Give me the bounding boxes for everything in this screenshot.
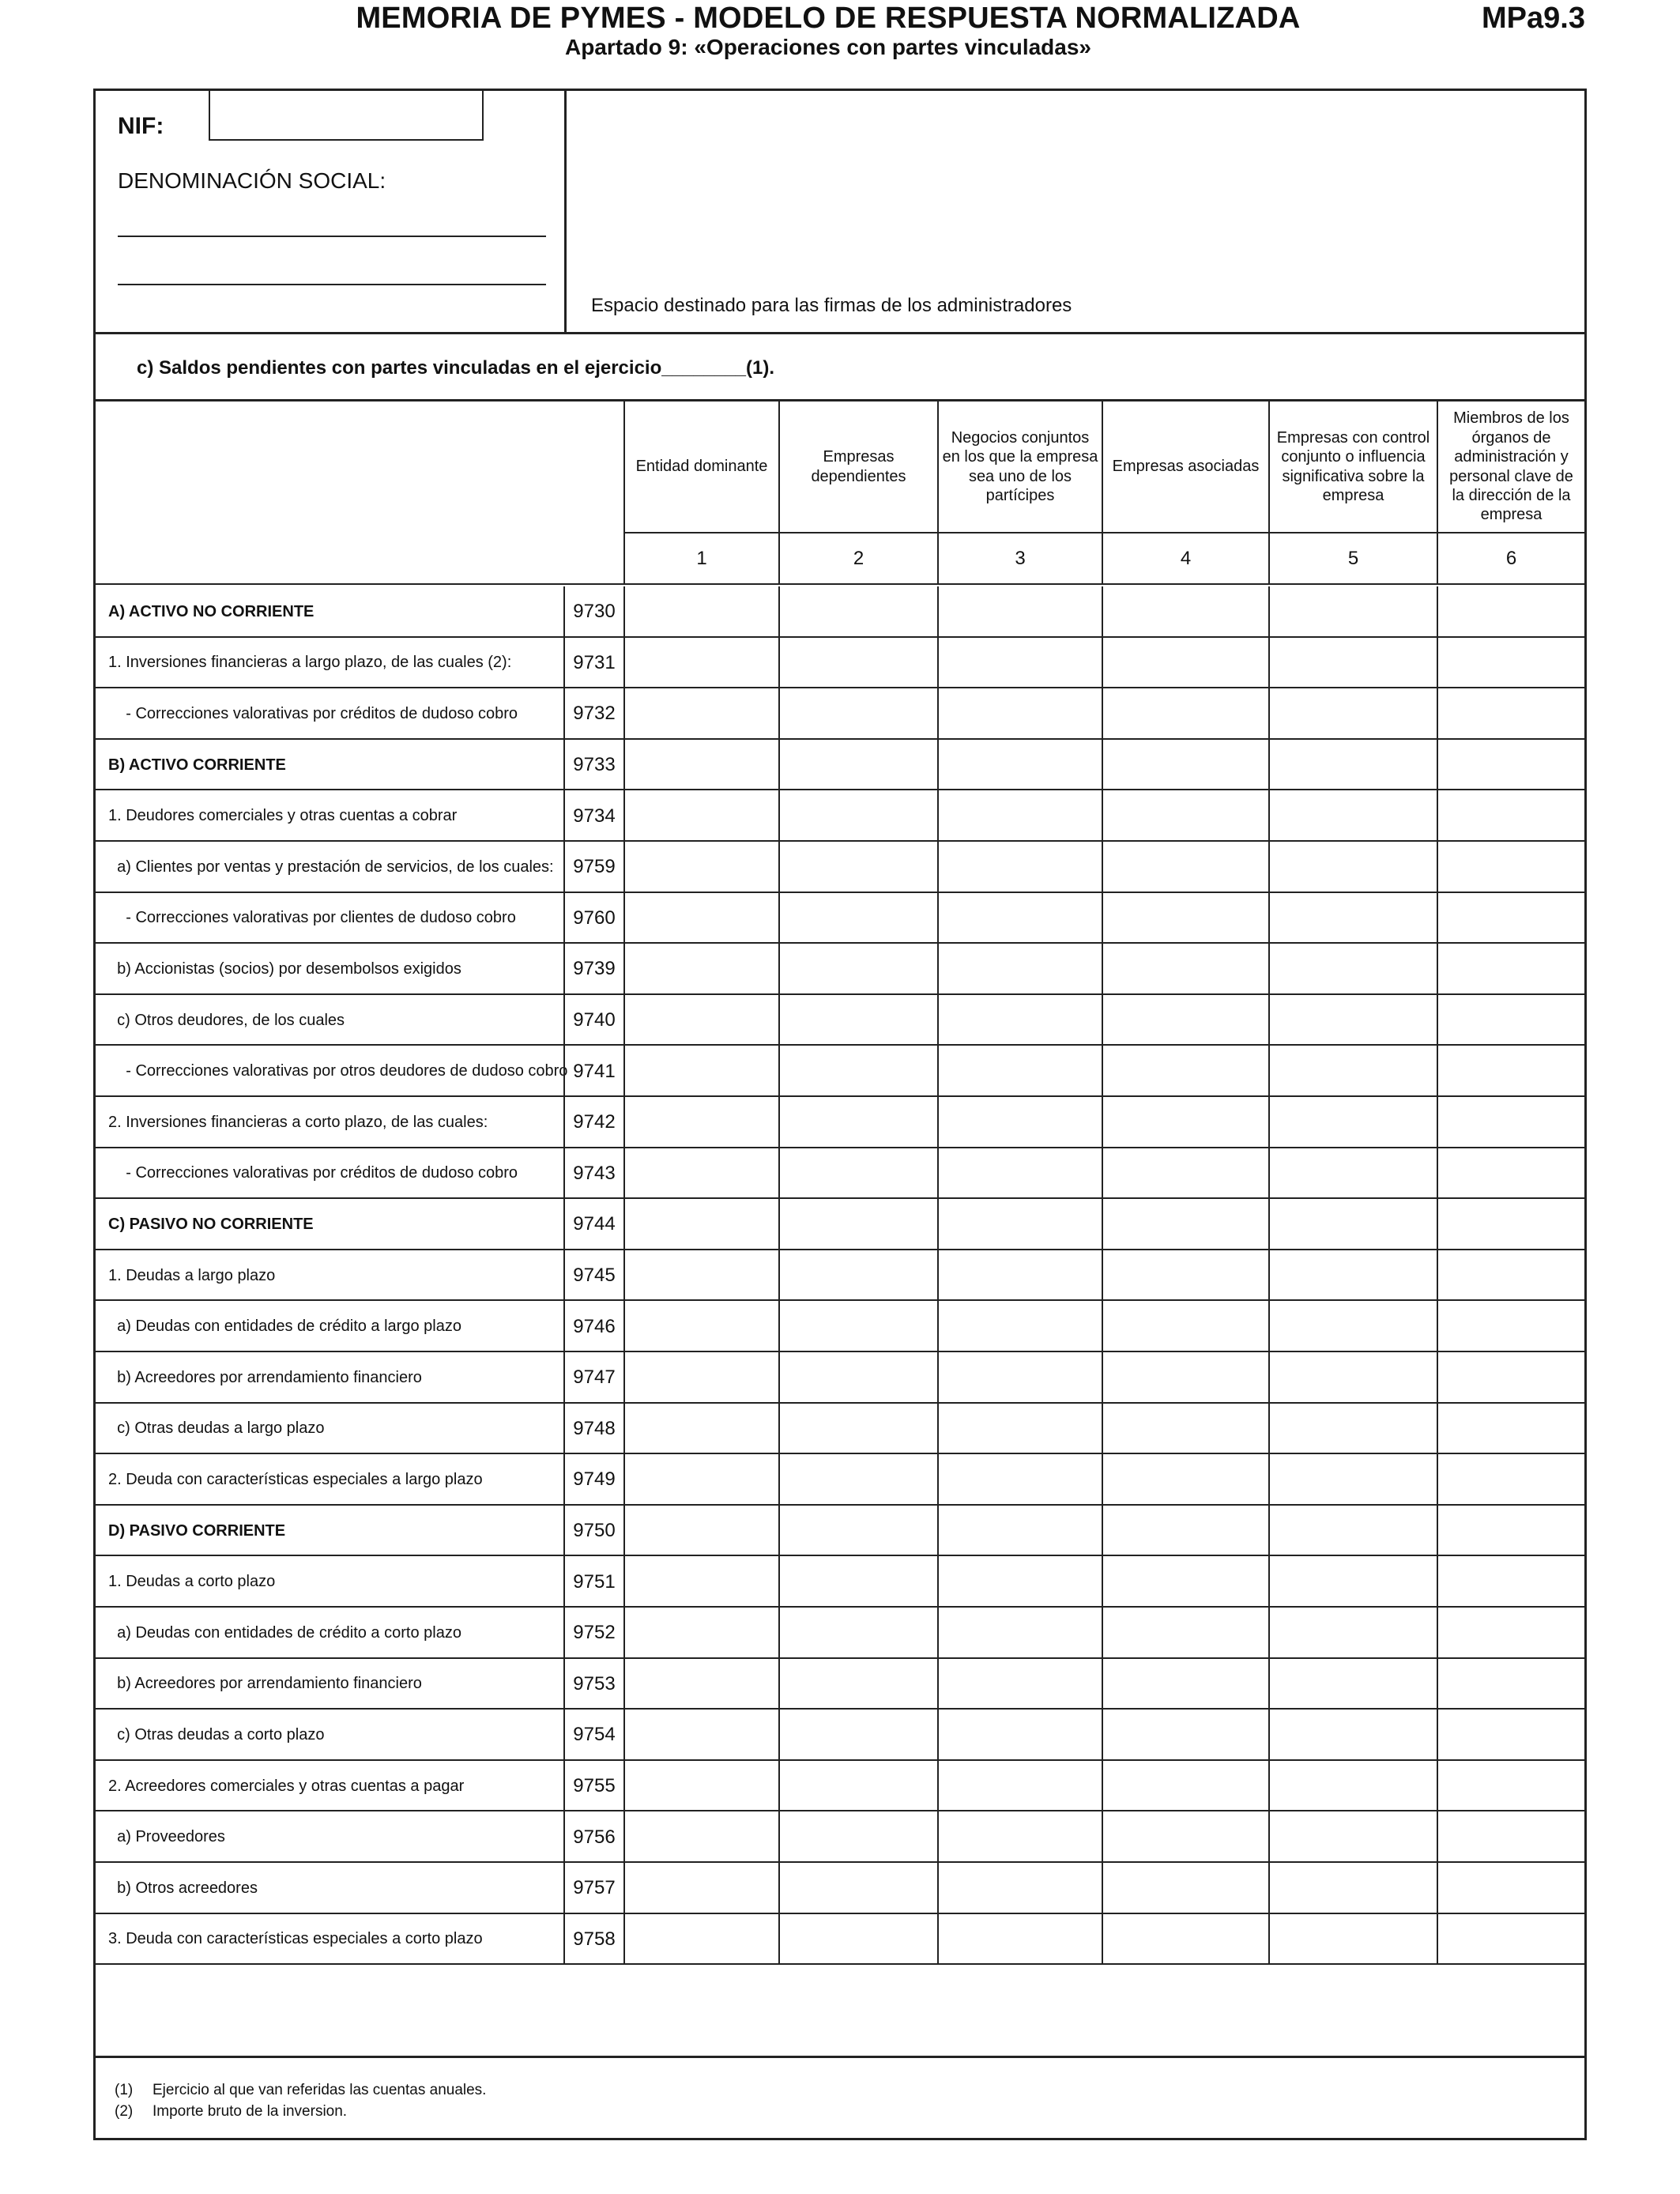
row-code: 9760 [563, 893, 623, 944]
amount-cell[interactable] [1102, 1301, 1268, 1352]
amount-cell[interactable] [1268, 1097, 1437, 1148]
amount-cell[interactable] [778, 688, 937, 740]
section-title [96, 334, 1584, 401]
row-code: 9734 [563, 790, 623, 842]
amount-cell[interactable] [778, 1046, 937, 1097]
amount-cell[interactable] [1102, 1046, 1268, 1097]
amount-cell[interactable] [1102, 842, 1268, 893]
amount-cell[interactable] [623, 1454, 778, 1506]
amount-cell[interactable] [937, 842, 1102, 893]
row-label: c) Otros deudores, de los cuales [108, 1011, 345, 1029]
amount-cell[interactable] [1268, 1250, 1437, 1302]
row-label: a) Clientes por ventas y prestación de servicios, de los cuales: [108, 858, 554, 876]
amount-cell[interactable] [937, 944, 1102, 995]
amount-cell[interactable] [1437, 790, 1584, 842]
table-row [96, 638, 1584, 689]
amount-cell[interactable] [1437, 893, 1584, 944]
amount-cell[interactable] [623, 1710, 778, 1761]
row-code: 9746 [563, 1301, 623, 1352]
amount-cell[interactable] [1102, 1659, 1268, 1710]
amount-cell[interactable] [937, 1556, 1102, 1608]
table-row [96, 1608, 1584, 1659]
row-code: 9747 [563, 1352, 623, 1404]
amount-cell[interactable] [1102, 638, 1268, 689]
row-code: 9748 [563, 1404, 623, 1455]
amount-cell[interactable] [623, 1352, 778, 1404]
row-label: b) Acreedores por arrendamiento financiero [108, 1675, 422, 1693]
amount-cell[interactable] [778, 1761, 937, 1812]
amount-cell[interactable] [1268, 586, 1437, 638]
amount-cell[interactable] [1102, 1454, 1268, 1506]
amount-cell[interactable] [1437, 1301, 1584, 1352]
amount-cell[interactable] [778, 1352, 937, 1404]
row-code: 9739 [563, 944, 623, 995]
amount-cell[interactable] [778, 944, 937, 995]
amount-cell[interactable] [937, 1710, 1102, 1761]
amount-cell[interactable] [937, 1608, 1102, 1659]
amount-cell[interactable] [1437, 1148, 1584, 1200]
amount-cell[interactable] [623, 1046, 778, 1097]
amount-cell[interactable] [778, 1250, 937, 1302]
amount-cell[interactable] [623, 1148, 778, 1200]
amount-cell[interactable] [937, 1097, 1102, 1148]
row-code: 9740 [563, 995, 623, 1046]
amount-cell[interactable] [1268, 1301, 1437, 1352]
amount-cell[interactable] [623, 1863, 778, 1914]
row-code: 9733 [563, 740, 623, 791]
amount-cell[interactable] [1268, 1811, 1437, 1863]
row-label: - Correcciones valorativas por clientes de dudoso cobro [108, 909, 516, 927]
amount-cell[interactable] [1268, 638, 1437, 689]
table-row [96, 1404, 1584, 1455]
column-number: 5 [1268, 532, 1437, 583]
row-code: 9731 [563, 638, 623, 689]
column-header-label: Negocios conjuntos en los que la empresa sea uno de los partícipes [937, 401, 1102, 532]
form-frame [93, 89, 1587, 2140]
column-header-label: Entidad dominante [623, 401, 778, 532]
table-row [96, 1556, 1584, 1608]
amount-cell[interactable] [1268, 842, 1437, 893]
amount-cell[interactable] [1268, 1761, 1437, 1812]
table-row [96, 1454, 1584, 1506]
table-row [96, 1761, 1584, 1812]
amount-cell[interactable] [937, 893, 1102, 944]
amount-cell[interactable] [623, 1301, 778, 1352]
form-subtitle: Apartado 9: «Operaciones con partes vinculadas» [564, 35, 1091, 59]
amount-cell[interactable] [778, 1454, 937, 1506]
amount-cell[interactable] [1102, 790, 1268, 842]
company-info [96, 91, 567, 332]
row-label: b) Accionistas (socios) por desembolsos exigidos [108, 959, 461, 978]
amount-cell[interactable] [778, 842, 937, 893]
table-row [96, 1863, 1584, 1914]
amount-cell[interactable] [1437, 1352, 1584, 1404]
amount-cell[interactable] [937, 1506, 1102, 1557]
amount-cell[interactable] [1102, 944, 1268, 995]
footnote-number: (2) [115, 2103, 134, 2120]
table-row [96, 1250, 1584, 1302]
amount-cell[interactable] [623, 1250, 778, 1302]
footnotes [115, 2079, 486, 2122]
row-code: 9759 [563, 842, 623, 893]
amount-cell[interactable] [623, 995, 778, 1046]
amount-cell[interactable] [1437, 995, 1584, 1046]
amount-cell[interactable] [1437, 638, 1584, 689]
amount-cell[interactable] [778, 1556, 937, 1608]
table-row [96, 1659, 1584, 1710]
amount-cell[interactable] [623, 790, 778, 842]
amount-cell[interactable] [1102, 1863, 1268, 1914]
signature-area-label: Espacio destinado para las firmas de los administradores [591, 295, 1072, 316]
amount-cell[interactable] [623, 740, 778, 791]
footnote-text: Importe bruto de la inversion. [153, 2103, 348, 2120]
row-code: 9730 [563, 586, 623, 638]
table-row [96, 842, 1584, 893]
amount-cell[interactable] [1437, 1761, 1584, 1812]
table-row [96, 995, 1584, 1046]
amount-cell[interactable] [623, 1404, 778, 1455]
amount-cell[interactable] [1268, 790, 1437, 842]
amount-cell[interactable] [1268, 1556, 1437, 1608]
amount-cell[interactable] [1268, 1710, 1437, 1761]
amount-cell[interactable] [937, 1454, 1102, 1506]
amount-cell[interactable] [623, 688, 778, 740]
amount-cell[interactable] [778, 1301, 937, 1352]
amount-cell[interactable] [937, 1659, 1102, 1710]
amount-cell[interactable] [1102, 1352, 1268, 1404]
amount-cell[interactable] [937, 1046, 1102, 1097]
amount-cell[interactable] [1102, 1556, 1268, 1608]
row-label: B) ACTIVO CORRIENTE [108, 756, 286, 774]
column-header-label: Empresas dependientes [778, 401, 937, 532]
amount-cell[interactable] [1268, 1199, 1437, 1250]
row-code: 9744 [563, 1199, 623, 1250]
amount-cell[interactable] [1102, 740, 1268, 791]
amount-cell[interactable] [623, 586, 778, 638]
amount-cell[interactable] [937, 1404, 1102, 1455]
row-label: - Correcciones valorativas por créditos de dudoso cobro [108, 704, 518, 722]
amount-cell[interactable] [1102, 1710, 1268, 1761]
table-row [96, 586, 1584, 638]
amount-cell[interactable] [623, 944, 778, 995]
amount-cell[interactable] [937, 638, 1102, 689]
amount-cell[interactable] [623, 1659, 778, 1710]
footnote [115, 2079, 486, 2101]
row-label: 1. Deudores comerciales y otras cuentas a cobrar [108, 807, 458, 825]
amount-cell[interactable] [937, 995, 1102, 1046]
amount-cell[interactable] [1102, 893, 1268, 944]
amount-cell[interactable] [1437, 1506, 1584, 1557]
table-row [96, 688, 1584, 740]
amount-cell[interactable] [937, 1199, 1102, 1250]
amount-cell[interactable] [1102, 1811, 1268, 1863]
column-header-label: Empresas asociadas [1102, 401, 1268, 532]
row-label: 2. Acreedores comerciales y otras cuentas a pagar [108, 1777, 465, 1795]
amount-cell[interactable] [623, 1608, 778, 1659]
amount-cell[interactable] [778, 1404, 937, 1455]
amount-cell[interactable] [1102, 1199, 1268, 1250]
row-label: A) ACTIVO NO CORRIENTE [108, 602, 315, 620]
amount-cell[interactable] [937, 1863, 1102, 1914]
amount-cell[interactable] [1437, 1250, 1584, 1302]
amount-cell[interactable] [1437, 1199, 1584, 1250]
amount-cell[interactable] [1268, 1046, 1437, 1097]
table-row [96, 893, 1584, 944]
amount-cell[interactable] [623, 1556, 778, 1608]
column-number: 2 [778, 532, 937, 583]
amount-cell[interactable] [1268, 1148, 1437, 1200]
row-label: a) Deudas con entidades de crédito a largo plazo [108, 1318, 461, 1336]
amount-cell[interactable] [937, 1761, 1102, 1812]
denominacion-line-2[interactable] [118, 284, 546, 285]
row-code: 9752 [563, 1608, 623, 1659]
row-label: 1. Deudas a corto plazo [108, 1573, 276, 1591]
amount-cell[interactable] [778, 638, 937, 689]
amount-cell[interactable] [1437, 842, 1584, 893]
row-label: a) Proveedores [108, 1828, 225, 1846]
row-code: 9751 [563, 1556, 623, 1608]
table-row [96, 1301, 1584, 1352]
row-label: b) Otros acreedores [108, 1879, 258, 1897]
column-number: 3 [937, 532, 1102, 583]
amount-cell[interactable] [1437, 740, 1584, 791]
table-row [96, 740, 1584, 791]
amount-cell[interactable] [778, 893, 937, 944]
amount-cell[interactable] [937, 688, 1102, 740]
amount-cell[interactable] [1437, 1556, 1584, 1608]
amount-cell[interactable] [778, 1659, 937, 1710]
amount-cell[interactable] [1437, 1046, 1584, 1097]
column-number: 6 [1437, 532, 1584, 583]
row-code: 9732 [563, 688, 623, 740]
amount-cell[interactable] [1268, 1352, 1437, 1404]
row-code: 9753 [563, 1659, 623, 1710]
table-row [96, 1046, 1584, 1097]
row-label: a) Deudas con entidades de crédito a corto plazo [108, 1623, 461, 1642]
amount-cell[interactable] [1102, 586, 1268, 638]
amount-cell[interactable] [937, 1148, 1102, 1200]
row-label: 2. Deuda con características especiales a largo plazo [108, 1470, 483, 1488]
row-label: c) Otras deudas a largo plazo [108, 1419, 325, 1438]
form-code: MPa9.3 [1482, 2, 1585, 35]
amount-cell[interactable] [623, 893, 778, 944]
amount-cell[interactable] [1437, 1811, 1584, 1863]
row-code: 9754 [563, 1710, 623, 1761]
column-header-label: Miembros de los órganos de administración y personal clave de la dirección de la empresa [1437, 401, 1584, 532]
amount-cell[interactable] [1437, 1454, 1584, 1506]
amount-cell[interactable] [778, 1863, 937, 1914]
amount-cell[interactable] [1437, 1097, 1584, 1148]
table-row [96, 1199, 1584, 1250]
row-label: b) Acreedores por arrendamiento financiero [108, 1368, 422, 1386]
amount-cell[interactable] [1102, 995, 1268, 1046]
amount-cell[interactable] [1268, 688, 1437, 740]
column-header [96, 401, 1584, 583]
amount-cell[interactable] [1437, 586, 1584, 638]
row-code: 9750 [563, 1506, 623, 1557]
amount-cell[interactable] [1437, 1659, 1584, 1710]
row-code: 9749 [563, 1454, 623, 1506]
table-row [96, 1710, 1584, 1761]
column-header-label: Empresas con control conjunto o influencia significativa sobre la empresa [1268, 401, 1437, 532]
amount-cell[interactable] [1268, 995, 1437, 1046]
amount-cell[interactable] [1268, 1608, 1437, 1659]
amount-cell[interactable] [937, 740, 1102, 791]
amount-cell[interactable] [778, 1097, 937, 1148]
amount-cell[interactable] [623, 1761, 778, 1812]
amount-cell[interactable] [623, 1811, 778, 1863]
amount-cell[interactable] [937, 586, 1102, 638]
amount-cell[interactable] [1268, 1404, 1437, 1455]
footnote-number: (1) [115, 2082, 134, 2098]
row-label: - Correcciones valorativas por créditos de dudoso cobro [108, 1164, 518, 1182]
row-label: 1. Deudas a largo plazo [108, 1266, 276, 1284]
amount-cell[interactable] [1102, 1761, 1268, 1812]
amount-cell[interactable] [1268, 1454, 1437, 1506]
amount-cell[interactable] [778, 1608, 937, 1659]
row-label: 1. Inversiones financieras a largo plazo, de las cuales (2): [108, 654, 512, 672]
section-title-text: c) Saldos pendientes con partes vinculadas en el ejercicio________(1). [137, 357, 775, 379]
row-code: 9741 [563, 1046, 623, 1097]
amount-cell[interactable] [937, 1352, 1102, 1404]
amount-cell[interactable] [937, 1250, 1102, 1302]
nif-label: NIF: [118, 113, 164, 139]
amount-cell[interactable] [1268, 893, 1437, 944]
amount-cell[interactable] [778, 1148, 937, 1200]
amount-cell[interactable] [937, 1301, 1102, 1352]
row-label: D) PASIVO CORRIENTE [108, 1521, 286, 1540]
amount-cell[interactable] [1437, 1608, 1584, 1659]
denominacion-label: DENOMINACIÓN SOCIAL: [118, 168, 386, 193]
amount-cell[interactable] [778, 740, 937, 791]
amount-cell[interactable] [1268, 944, 1437, 995]
amount-cell[interactable] [1102, 1506, 1268, 1557]
amount-cell[interactable] [778, 586, 937, 638]
table-row [96, 1097, 1584, 1148]
footnote [115, 2101, 486, 2122]
row-code: 9758 [563, 1914, 623, 1966]
amount-cell[interactable] [1268, 1506, 1437, 1557]
amount-cell[interactable] [1268, 1659, 1437, 1710]
row-label: 2. Inversiones financieras a corto plazo, de las cuales: [108, 1113, 488, 1131]
amount-cell[interactable] [937, 1811, 1102, 1863]
table-row [96, 1506, 1584, 1557]
table-row [96, 790, 1584, 842]
footnote-text: Ejercicio al que van referidas las cuentas anuales. [153, 2082, 487, 2098]
amount-cell[interactable] [778, 1506, 937, 1557]
row-code: 9743 [563, 1148, 623, 1200]
amount-cell[interactable] [1437, 1863, 1584, 1914]
amount-cell[interactable] [778, 1710, 937, 1761]
row-code: 9757 [563, 1863, 623, 1914]
column-header-divider [96, 583, 1584, 585]
amount-cell[interactable] [778, 790, 937, 842]
table-row [96, 1352, 1584, 1404]
amount-cell[interactable] [623, 638, 778, 689]
table-row [96, 944, 1584, 995]
table-row [96, 1148, 1584, 1200]
amount-cell[interactable] [1102, 1148, 1268, 1200]
column-number: 1 [623, 532, 778, 583]
row-code: 9755 [563, 1761, 623, 1812]
amount-cell[interactable] [778, 1811, 937, 1863]
amount-cell[interactable] [1102, 1404, 1268, 1455]
identification-block [96, 91, 1584, 334]
amount-cell[interactable] [623, 1506, 778, 1557]
amount-cell[interactable] [1437, 944, 1584, 995]
denominacion-line-1[interactable] [118, 236, 546, 237]
amount-cell[interactable] [937, 790, 1102, 842]
row-label: c) Otras deudas a corto plazo [108, 1725, 325, 1744]
amount-cell[interactable] [1437, 688, 1584, 740]
row-label: 3. Deuda con características especiales a corto plazo [108, 1930, 483, 1948]
amount-cell[interactable] [1102, 1608, 1268, 1659]
form-title: MEMORIA DE PYMES - MODELO DE RESPUESTA NORMALIZADA [356, 2, 1301, 35]
amount-cell[interactable] [623, 842, 778, 893]
amount-cell[interactable] [623, 1097, 778, 1148]
column-number: 4 [1102, 532, 1268, 583]
blank-area [96, 1947, 1584, 2058]
nif-field[interactable] [209, 91, 484, 141]
amount-cell[interactable] [778, 1199, 937, 1250]
amount-cell[interactable] [1437, 1710, 1584, 1761]
amount-cell[interactable] [1268, 740, 1437, 791]
table-row [96, 1811, 1584, 1863]
row-code: 9742 [563, 1097, 623, 1148]
amount-cell[interactable] [623, 1199, 778, 1250]
amount-cell[interactable] [1102, 688, 1268, 740]
row-label: C) PASIVO NO CORRIENTE [108, 1215, 314, 1233]
amount-cell[interactable] [1102, 1250, 1268, 1302]
row-code: 9745 [563, 1250, 623, 1302]
amount-cell[interactable] [1437, 1404, 1584, 1455]
amount-cell[interactable] [1102, 1097, 1268, 1148]
amount-cell[interactable] [778, 995, 937, 1046]
amount-cell[interactable] [1268, 1863, 1437, 1914]
row-label: - Correcciones valorativas por otros deudores de dudoso cobro [108, 1062, 568, 1080]
row-code: 9756 [563, 1811, 623, 1863]
